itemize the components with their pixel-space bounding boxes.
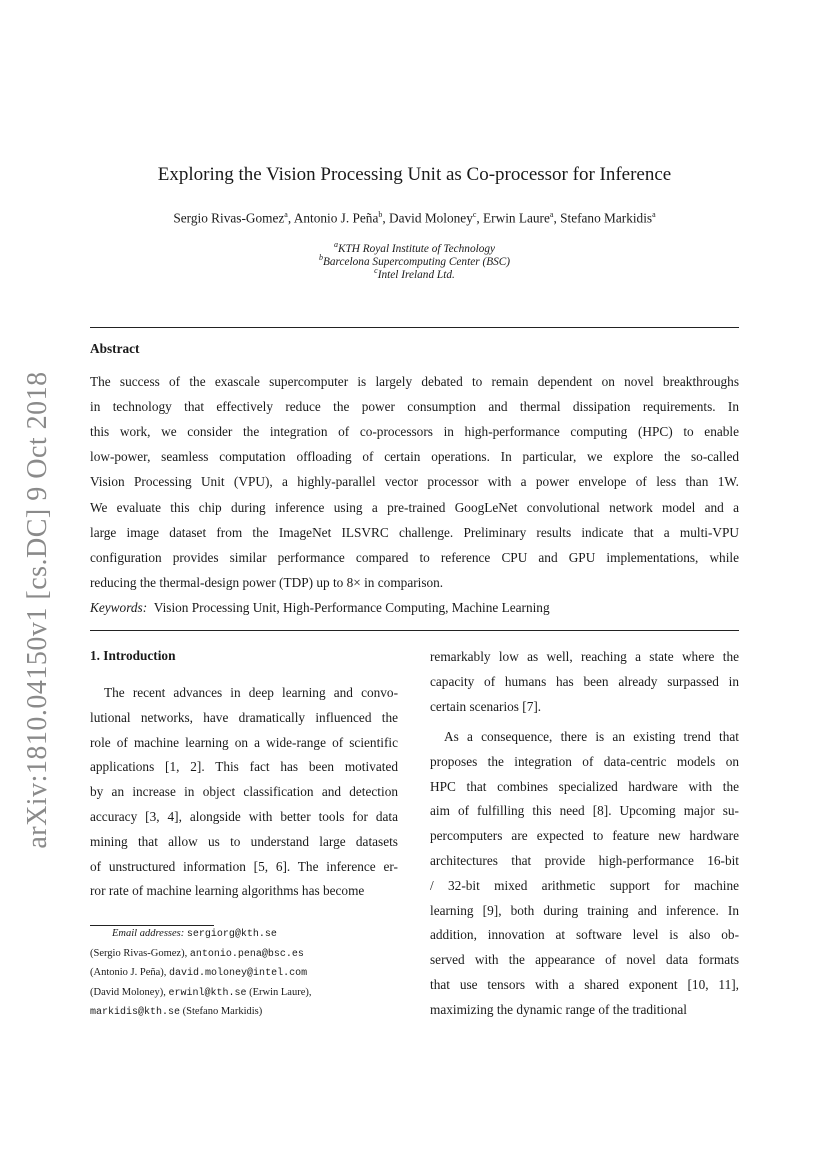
email-address[interactable]: david.moloney@intel.com: [169, 968, 308, 979]
text-line: remarkably low as well, reaching a state where the: [430, 649, 739, 664]
divider: [90, 630, 739, 631]
email-address[interactable]: antonio.pena@bsc.es: [189, 949, 304, 960]
footnote-name: (David Moloney),: [90, 987, 166, 998]
author-sup: b: [378, 210, 383, 219]
footnote-name: (Antonio J. Peña),: [90, 967, 167, 978]
footnote-name: (Sergio Rivas-Gomez),: [90, 948, 188, 959]
text-line: of unstructured information [5, 6]. The inference er-: [90, 858, 398, 874]
footnote-line: [112, 928, 277, 940]
email-label: Email addresses:: [112, 928, 185, 939]
text-line: that use tensors with a shared exponent [10, 11],: [430, 976, 739, 992]
text-line: HPC that combines specialized hardware with the: [430, 778, 739, 794]
keywords: [90, 600, 550, 616]
text-line: low-power, seamless computation offloading of certain operations. In particular, we explore the so-called: [90, 449, 739, 465]
affiliation-name: Intel Ireland Ltd.: [377, 268, 455, 281]
section-heading: 1. Introduction: [90, 648, 176, 663]
affiliation-name: KTH Royal Institute of Technology: [337, 242, 496, 255]
text-line: accuracy [3, 4], alongside with better tools for data: [90, 809, 398, 824]
text-line: reducing the thermal-design power (TDP) up to 8× in comparison.: [90, 574, 444, 590]
author-name: , Erwin Laure: [476, 210, 550, 226]
author-name: , Antonio J. Peña: [287, 210, 379, 226]
text-line: capacity of humans has been already surpassed in: [430, 673, 739, 689]
author-name: , Stefano Markidis: [553, 210, 653, 226]
footnote-line: [90, 948, 304, 960]
text-line: by an increase in object classification and detection: [90, 784, 398, 800]
paper-title: Exploring the Vision Processing Unit as Co-processor for Inference: [157, 164, 672, 185]
keywords-label: Keywords:: [90, 600, 148, 615]
text-line: in technology that effectively reduce the power consumption and thermal dissipation requirements. In: [90, 399, 739, 415]
affiliation-sup: c: [374, 266, 378, 275]
author-sup: a: [284, 210, 288, 219]
keywords-text: Vision Processing Unit, High-Performance Computing, Machine Learning: [153, 600, 550, 615]
footnote-line: [90, 1006, 262, 1018]
email-address[interactable]: erwinl@kth.se: [168, 988, 247, 999]
arxiv-identifier: arXiv:1810.04150v1 [cs.DC] 9 Oct 2018: [22, 371, 53, 849]
text-line: We evaluate this chip during inference using a pre-trained GoogLeNet convolutional network model and a: [90, 499, 739, 515]
author-list: [90, 210, 739, 226]
affiliation-sup: a: [333, 240, 338, 249]
text-line: lutional networks, have dramatically influenced the: [90, 709, 398, 725]
text-line: Vision Processing Unit (VPU), a highly-parallel vector processor with a power envelope of less than 1W.: [90, 474, 739, 490]
text-line: The success of the exascale supercomputer is largely debated to remain dependent on novel breakthroughs: [90, 374, 739, 389]
text-line: maximizing the dynamic range of the traditional: [430, 1001, 687, 1017]
footnote-line: [90, 987, 311, 999]
text-line: mining that allow us to understand large datasets: [90, 833, 398, 849]
author-name: , David Moloney: [382, 210, 473, 226]
text-line: configuration provides similar performance compared to reference CPU and GPU implementations, while: [90, 549, 739, 565]
author-sup: a: [549, 210, 554, 219]
footnote-line: [90, 967, 307, 979]
email-address[interactable]: markidis@kth.se: [90, 1007, 181, 1018]
email-address[interactable]: sergiorg@kth.se: [186, 929, 277, 940]
text-line: proposes the integration of data-centric models on: [430, 753, 739, 769]
text-line: learning [9], both during training and inference. In: [430, 902, 739, 918]
text-line: certain scenarios [7].: [430, 698, 542, 714]
text-line: large image dataset from the ImageNet ILSVRC challenge. Preliminary results indicate that a multi-VPU: [90, 524, 739, 540]
author-name: Sergio Rivas-Gomez: [173, 210, 285, 226]
text-line: architectures that provide high-performance 16-bit: [430, 852, 739, 868]
text-line: this work, we consider the integration of co-processors in high-performance computing (HPC) to enable: [90, 424, 739, 440]
affiliation-name: Barcelona Supercomputing Center (BSC): [322, 255, 511, 268]
affiliation: [90, 266, 739, 281]
author-sup: a: [652, 210, 656, 219]
text-line: aim of fulfilling this need [8]. Upcoming major su-: [430, 803, 739, 819]
text-line: As a consequence, there is an existing trend that: [444, 728, 739, 744]
author-sup: c: [472, 210, 477, 219]
text-line: percomputers are expected to feature new hardware: [430, 828, 739, 844]
footnote-name: (Stefano Markidis): [182, 1006, 263, 1017]
divider: [90, 327, 739, 328]
text-line: / 32-bit mixed arithmetic support for machine: [430, 877, 739, 893]
abstract-heading: Abstract: [90, 341, 140, 356]
text-line: The recent advances in deep learning and convo-: [104, 685, 398, 700]
text-line: addition, innovation at software level is also ob-: [430, 927, 739, 943]
text-line: served with the appearance of novel data formats: [430, 952, 739, 968]
text-line: ror rate of machine learning algorithms has become: [90, 883, 365, 899]
arxiv-side-stamp: [8, 371, 68, 849]
text-line: role of machine learning on a wide-range of scientific: [90, 734, 398, 750]
text-line: applications [1, 2]. This fact has been motivated: [90, 759, 398, 775]
footnote-rule: [90, 925, 214, 926]
affiliation-sup: b: [318, 253, 323, 262]
footnote-name: (Erwin Laure),: [249, 987, 312, 998]
